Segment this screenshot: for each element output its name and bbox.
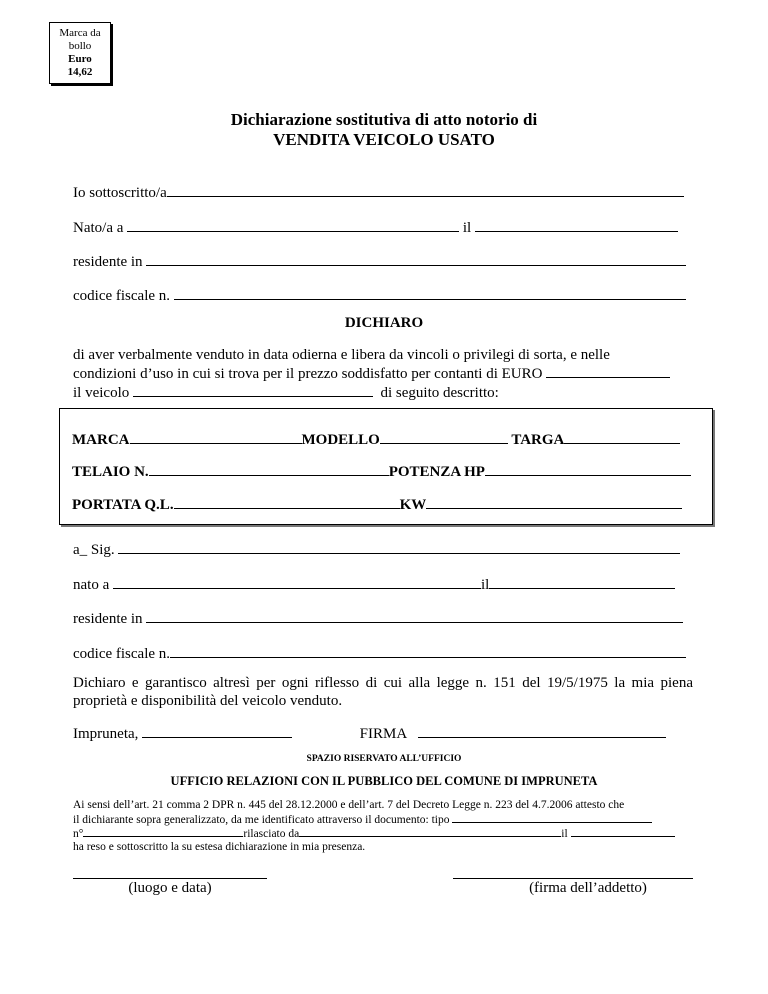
buyer-taxcode-row bbox=[73, 644, 693, 663]
seller-taxcode-row bbox=[73, 286, 693, 305]
sale-text-line-1: di aver verbalmente venduto in data odierna e libera da vincoli o privilegi di sorta, e nelle bbox=[73, 347, 610, 363]
document-number-label: n° bbox=[73, 828, 84, 840]
sale-text-line-2: condizioni d’uso in cui si trova per il prezzo soddisfatto per contanti di EURO bbox=[73, 366, 543, 382]
buyer-taxcode-label: codice fiscale n. bbox=[73, 646, 171, 662]
seller-birthplace-field[interactable] bbox=[127, 218, 459, 232]
stamp-line-4: 14,62 bbox=[67, 66, 93, 78]
telaio-label: TELAIO N. bbox=[72, 464, 149, 480]
seller-residence-label: residente in bbox=[73, 254, 143, 270]
seller-residence-row bbox=[73, 252, 693, 271]
title-line-1: Dichiarazione sostitutiva di atto notorio di bbox=[230, 110, 538, 129]
seller-residence-field[interactable] bbox=[146, 252, 686, 266]
office-urp-heading: UFFICIO RELAZIONI CON IL PUBBLICO DEL COMUNE DI IMPRUNETA bbox=[170, 774, 598, 788]
title-line-2: VENDITA VEICOLO USATO bbox=[273, 130, 495, 149]
buyer-name-field[interactable] bbox=[118, 540, 680, 554]
place-date-field[interactable] bbox=[142, 724, 292, 738]
office-text-line-2-label: il dichiarante sopra generalizzato, da me identificato attraverso il documento: tipo bbox=[73, 814, 450, 826]
seller-birthplace-label: Nato/a a bbox=[73, 220, 124, 236]
issue-date-field[interactable] bbox=[571, 826, 675, 837]
kw-field[interactable] bbox=[426, 495, 682, 509]
issued-by-field[interactable] bbox=[299, 826, 561, 837]
clerk-signature-caption: (firma dell’addetto) bbox=[529, 880, 647, 896]
place-date-caption: (luogo e data) bbox=[128, 880, 212, 896]
vehicle-type-field[interactable] bbox=[133, 383, 373, 397]
stamp-line-1: Marca da bbox=[59, 27, 101, 39]
stamp-line-3: Euro bbox=[68, 53, 92, 65]
sale-text-line-3a: il veicolo bbox=[73, 385, 130, 401]
seller-taxcode-field[interactable] bbox=[174, 286, 686, 300]
stamp-line-2: bollo bbox=[68, 40, 92, 52]
marca-field[interactable] bbox=[130, 430, 302, 444]
vehicle-row-1 bbox=[72, 430, 702, 449]
place-label: Impruneta, bbox=[73, 726, 139, 742]
telaio-field[interactable] bbox=[149, 462, 389, 476]
office-reserved-heading: SPAZIO RISERVATO ALL’UFFICIO bbox=[306, 754, 462, 764]
place-signature-row bbox=[73, 724, 693, 743]
seller-birthdate-label: il bbox=[462, 220, 472, 236]
buyer-birth-row bbox=[73, 575, 693, 594]
signature-label: FIRMA bbox=[359, 726, 408, 742]
vehicle-row-2 bbox=[72, 462, 702, 481]
seller-name-row bbox=[73, 183, 693, 202]
guarantee-line-1: Dichiaro e garantisco altresì per ogni riflesso di cui alla legge n. 151 del 19/5/1975 la mia piena bbox=[73, 675, 693, 691]
vehicle-row-3 bbox=[72, 495, 702, 514]
declaration-heading: DICHIARO bbox=[344, 315, 424, 331]
office-text-line-3 bbox=[73, 826, 695, 841]
buyer-residence-label: residente in bbox=[73, 611, 143, 627]
buyer-birthplace-label: nato a bbox=[73, 577, 110, 593]
kw-label: KW bbox=[399, 497, 427, 513]
buyer-residence-field[interactable] bbox=[146, 609, 683, 623]
marca-label: MARCA bbox=[72, 432, 130, 448]
buyer-birthplace-field[interactable] bbox=[113, 575, 481, 589]
potenza-label: POTENZA HP bbox=[388, 464, 485, 480]
modello-label: MODELLO bbox=[301, 432, 380, 448]
targa-label: TARGA bbox=[511, 432, 565, 448]
potenza-field[interactable] bbox=[485, 462, 691, 476]
seller-taxcode-label: codice fiscale n. bbox=[73, 288, 171, 304]
buyer-birthdate-label: il bbox=[480, 577, 490, 593]
place-date-signature-line[interactable] bbox=[73, 878, 267, 879]
issue-date-label: il bbox=[561, 828, 568, 840]
sale-price-field[interactable] bbox=[546, 364, 670, 378]
portata-label: PORTATA Q.L. bbox=[72, 497, 174, 513]
signature-field[interactable] bbox=[418, 724, 666, 738]
vehicle-details-box bbox=[59, 408, 713, 525]
seller-name-label: Io sottoscritto/a bbox=[73, 185, 167, 201]
document-type-field[interactable] bbox=[452, 812, 652, 823]
office-text-line-4: ha reso e sottoscritto la su estesa dichiarazione in mia presenza. bbox=[73, 841, 366, 853]
targa-field[interactable] bbox=[564, 430, 680, 444]
sale-text-line-3b: di seguito descritto: bbox=[380, 385, 499, 401]
buyer-taxcode-field[interactable] bbox=[170, 644, 686, 658]
seller-birthdate-field[interactable] bbox=[475, 218, 678, 232]
guarantee-paragraph bbox=[73, 674, 693, 710]
office-text-line-1: Ai sensi dell’art. 21 comma 2 DPR n. 445 del 28.12.2000 e dell’art. 7 del Decreto Legge n. 223 del 4.7.2006 attesto che bbox=[73, 799, 625, 811]
office-text-line-2 bbox=[73, 812, 695, 827]
buyer-birthdate-field[interactable] bbox=[489, 575, 675, 589]
clerk-signature-line[interactable] bbox=[453, 878, 693, 879]
sale-paragraph bbox=[73, 346, 693, 402]
buyer-residence-row bbox=[73, 609, 693, 628]
document-number-field[interactable] bbox=[83, 826, 243, 837]
buyer-name-label: a_ Sig. bbox=[73, 542, 115, 558]
issued-by-label: rilasciato da bbox=[243, 828, 300, 840]
portata-field[interactable] bbox=[174, 495, 400, 509]
revenue-stamp-box bbox=[49, 22, 111, 84]
modello-field[interactable] bbox=[380, 430, 508, 444]
buyer-name-row bbox=[73, 540, 693, 559]
seller-birth-row bbox=[73, 218, 693, 237]
guarantee-line-2: proprietà e disponibilità del veicolo venduto. bbox=[73, 693, 343, 709]
seller-name-field[interactable] bbox=[167, 183, 684, 197]
